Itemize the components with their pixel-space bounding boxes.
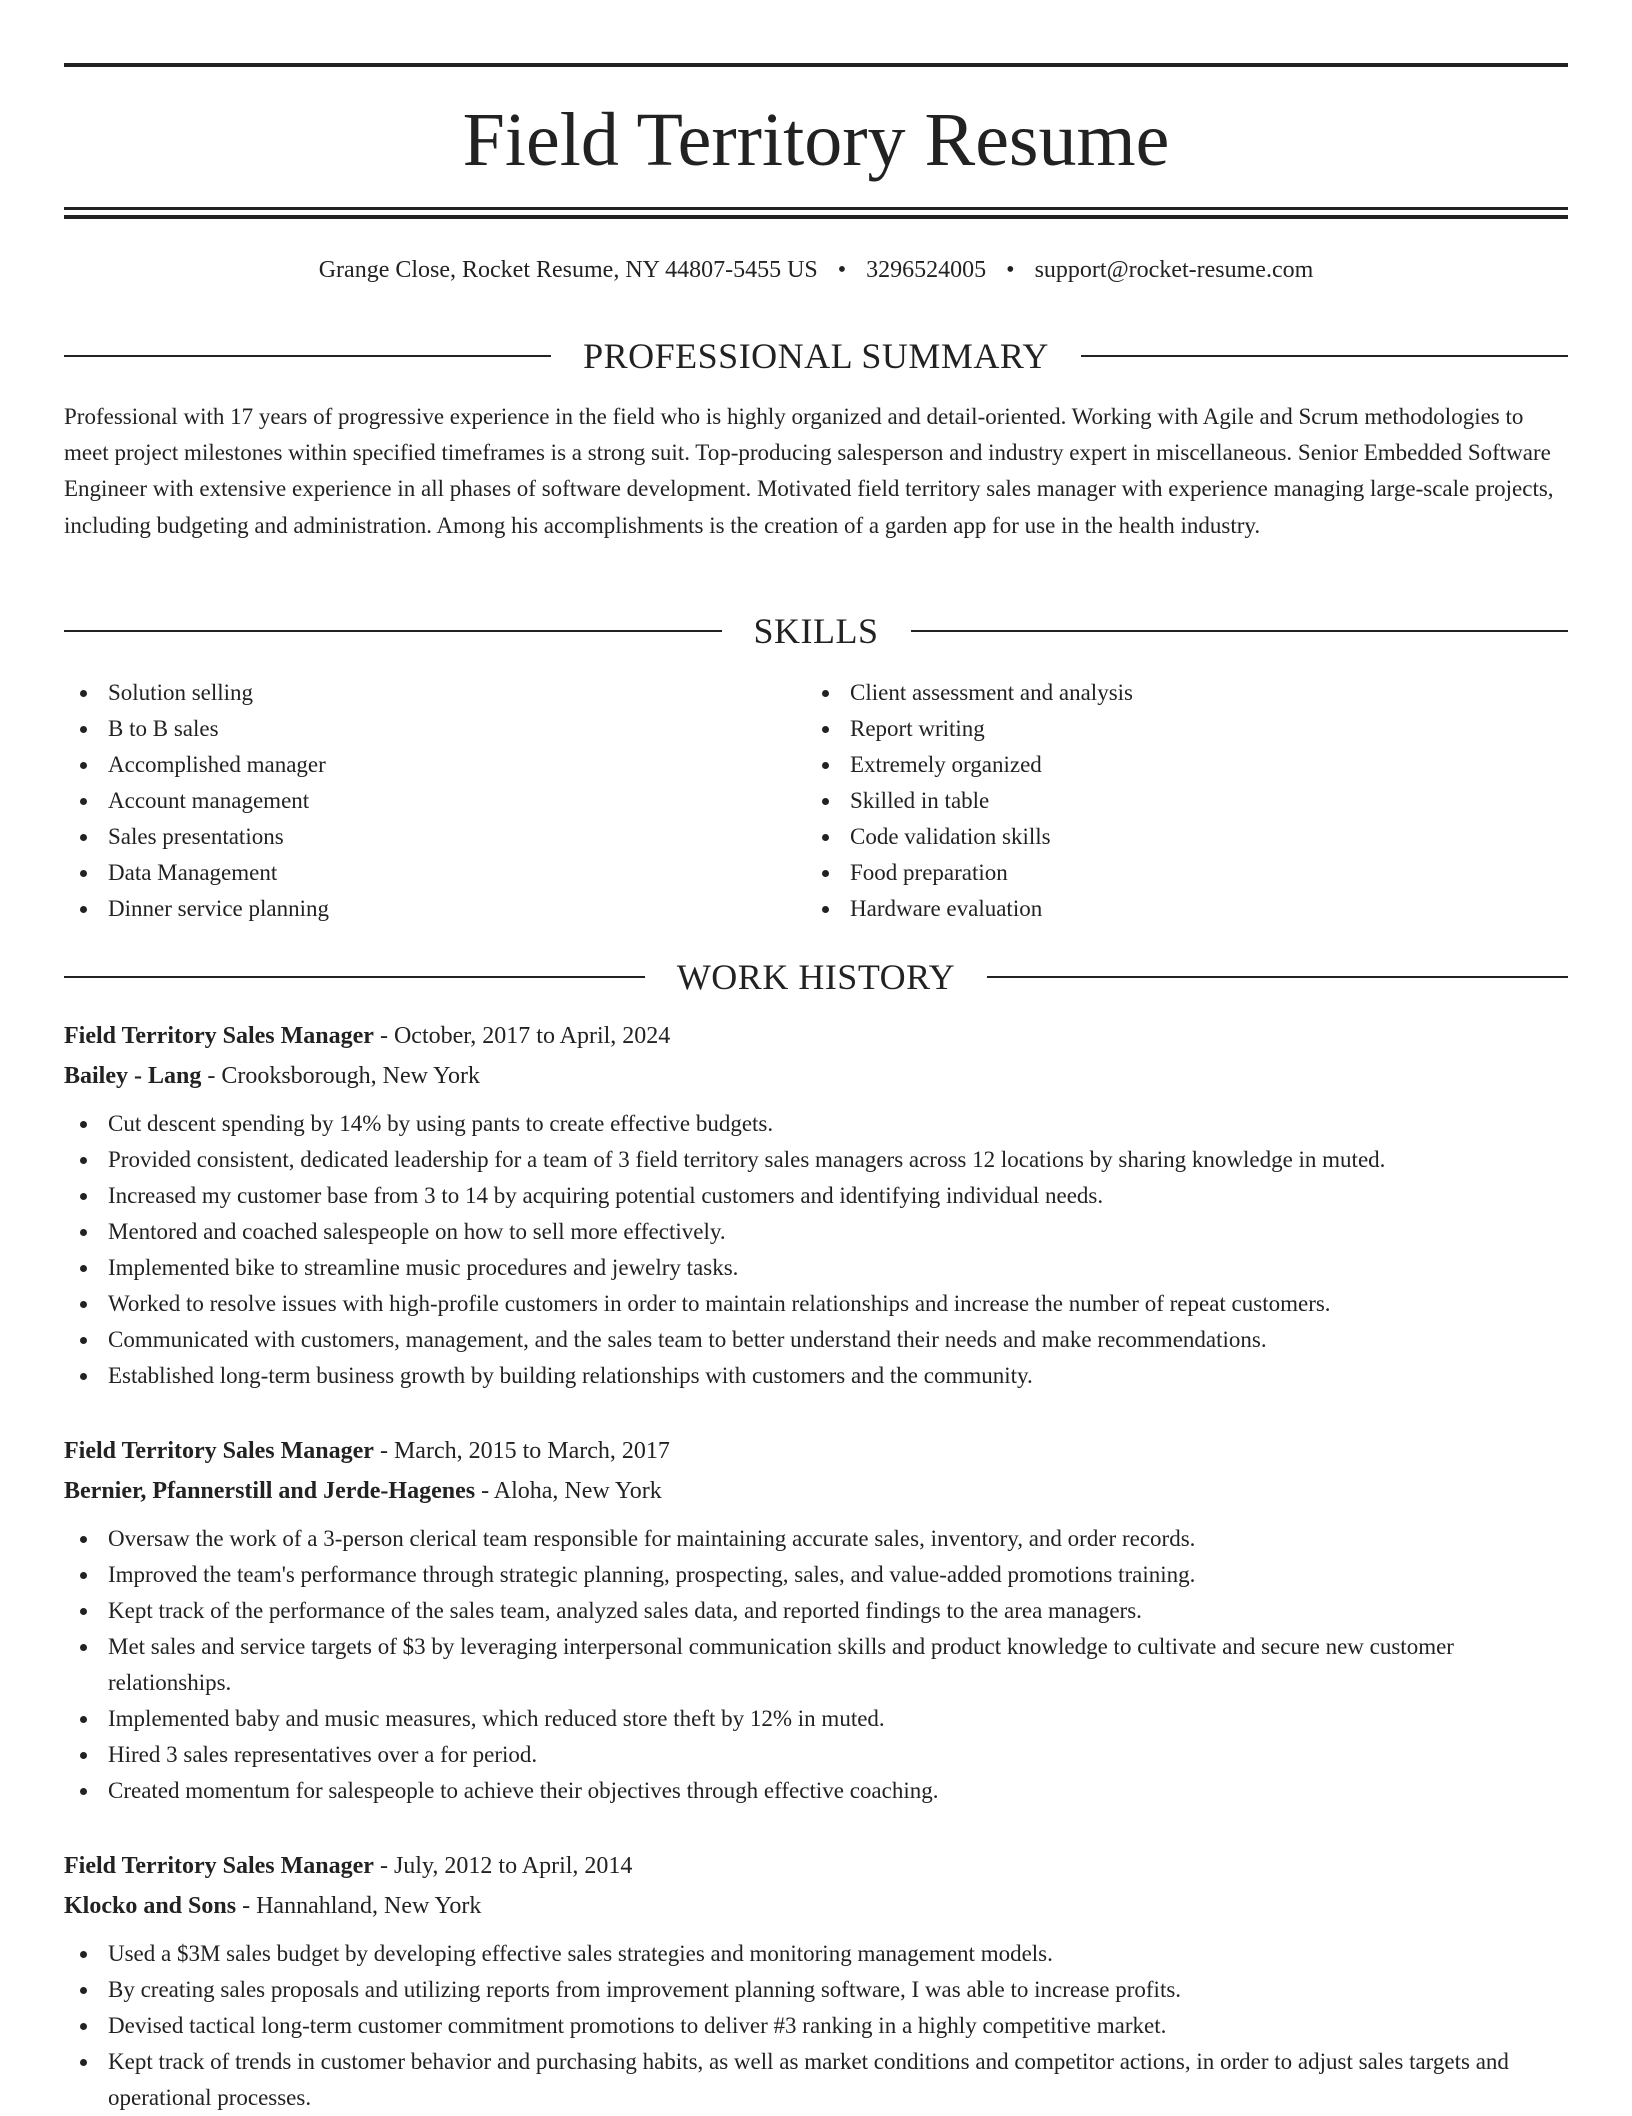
job-dates: October, 2017 to April, 2024 (393, 1023, 671, 1049)
skill-item: Solution selling (64, 675, 764, 711)
skill-item: B to B sales (64, 711, 764, 747)
top-rule (64, 63, 1568, 67)
resume-title: Field Territory Resume (462, 98, 1170, 182)
skill-item: Report writing (806, 711, 1566, 747)
job-bullet: Worked to resolve issues with high-profile customers in order to maintain relationships and increase the number of repeat customers. (64, 1286, 1568, 1322)
job-title: Field Territory Sales Manager (64, 1023, 374, 1049)
contact-address: Grange Close, Rocket Resume, NY 44807-5455 US (318, 257, 818, 283)
job-dash: - (475, 1478, 494, 1504)
job-bullet: Communicated with customers, management, and the sales team to better understand their needs and make recommendations. (64, 1322, 1568, 1358)
job-dash: - (373, 1438, 394, 1464)
job-company: Bernier, Pfannerstill and Jerde-Hagenes (64, 1478, 476, 1504)
job-bullets (64, 1936, 1568, 2116)
job-title: Field Territory Sales Manager (64, 1853, 374, 1879)
contact-phone: 3296524005 (866, 257, 987, 283)
job-entry (64, 1016, 1568, 1394)
heading-rule-right (911, 630, 1569, 632)
skill-item: Dinner service planning (64, 891, 764, 927)
skills-heading-title: SKILLS (753, 611, 879, 651)
skill-item: Code validation skills (806, 819, 1566, 855)
work-history-heading-title: WORK HISTORY (676, 957, 956, 997)
job-location: Aloha, New York (493, 1478, 662, 1504)
job-bullet: Used a $3M sales budget by developing effective sales strategies and monitoring management models. (64, 1936, 1568, 1972)
job-title-line (64, 1431, 1568, 1471)
contact-line (64, 254, 1568, 286)
skill-item: Food preparation (806, 855, 1566, 891)
job-title-line (64, 1846, 1568, 1886)
skill-item: Data Management (64, 855, 764, 891)
skills-heading (64, 609, 1568, 653)
job-bullet: Implemented baby and music measures, which reduced store theft by 12% in muted. (64, 1701, 1568, 1737)
skill-item: Account management (64, 783, 764, 819)
summary-heading (64, 334, 1568, 378)
job-location: Hannahland, New York (256, 1893, 482, 1919)
skills-list-right (806, 675, 1566, 927)
skill-item: Skilled in table (806, 783, 1566, 819)
contact-separator: • (837, 257, 847, 283)
job-bullet: Oversaw the work of a 3-person clerical team responsible for maintaining accurate sales, inventory, and order records. (64, 1521, 1568, 1557)
title-rule-lower (64, 215, 1568, 219)
heading-rule-left (64, 630, 722, 632)
heading-rule-right (987, 976, 1568, 978)
skill-item: Sales presentations (64, 819, 764, 855)
skill-item: Accomplished manager (64, 747, 764, 783)
job-bullet: Established long-term business growth by building relationships with customers and the community. (64, 1358, 1568, 1394)
job-dates: March, 2015 to March, 2017 (393, 1438, 670, 1464)
heading-rule-left (64, 355, 551, 357)
job-bullet: By creating sales proposals and utilizing reports from improvement planning software, I was able to increase profits. (64, 1972, 1568, 2008)
job-bullet: Kept track of the performance of the sales team, analyzed sales data, and reported findings to the area managers. (64, 1593, 1568, 1629)
job-bullet: Cut descent spending by 14% by using pants to create effective budgets. (64, 1106, 1568, 1142)
job-dash: - (373, 1853, 394, 1879)
job-company: Klocko and Sons (64, 1893, 237, 1919)
skill-item: Extremely organized (806, 747, 1566, 783)
contact-separator: • (1006, 257, 1015, 283)
job-title: Field Territory Sales Manager (64, 1438, 374, 1464)
work-history-heading (64, 955, 1568, 999)
summary-heading-title: PROFESSIONAL SUMMARY (583, 336, 1049, 376)
job-company: Bailey - Lang (64, 1063, 202, 1089)
job-location: Crooksborough, New York (221, 1063, 481, 1089)
job-entry (64, 1846, 1568, 2116)
job-bullet: Hired 3 sales representatives over a for period. (64, 1737, 1568, 1773)
job-company-line (64, 1056, 1568, 1096)
job-company-line (64, 1886, 1568, 1926)
job-bullets (64, 1521, 1568, 1809)
job-dash: - (201, 1063, 222, 1089)
job-dash: - (373, 1023, 394, 1049)
heading-rule-left (64, 976, 645, 978)
job-dates: July, 2012 to April, 2014 (393, 1853, 633, 1879)
job-bullet: Met sales and service targets of $3 by leveraging interpersonal communication skills and product knowledge to cultivate and secure new customer relationships. (64, 1629, 1568, 1701)
job-company-line (64, 1471, 1568, 1511)
job-entry (64, 1431, 1568, 1809)
heading-rule-right (1081, 355, 1568, 357)
job-bullet: Increased my customer base from 3 to 14 by acquiring potential customers and identifying individual needs. (64, 1178, 1568, 1214)
job-bullet: Provided consistent, dedicated leadership for a team of 3 field territory sales managers across 12 locations by sharing knowledge in muted. (64, 1142, 1568, 1178)
job-bullet: Kept track of trends in customer behavior and purchasing habits, as well as market conditions and competitor actions, in order to adjust sales targets and operational processes. (64, 2044, 1568, 2116)
skills-list-left (64, 675, 764, 927)
job-dash: - (236, 1893, 257, 1919)
job-bullets (64, 1106, 1568, 1394)
skill-item: Client assessment and analysis (806, 675, 1566, 711)
skill-item: Hardware evaluation (806, 891, 1566, 927)
summary-text: Professional with 17 years of progressive experience in the field who is highly organized and detail-oriented. Working with Agile and Scrum methodologies to meet project milestones within specified timeframes is a strong suit. Top-producing salesperson and industry expert in miscellaneous. Senior Embedded Software Engineer with extensive experience in all phases of software development. Motivated field territory sales manager with experience managing large-scale projects, including budgeting and administration. Among his accomplishments is the creation of a garden app for use in the health industry. (64, 404, 1554, 538)
contact-email[interactable]: support@rocket-resume.com (1034, 257, 1314, 283)
job-bullet: Improved the team's performance through strategic planning, prospecting, sales, and value-added promotions training. (64, 1557, 1568, 1593)
job-title-line (64, 1016, 1568, 1056)
job-bullet: Created momentum for salespeople to achieve their objectives through effective coaching. (64, 1773, 1568, 1809)
job-bullet: Implemented bike to streamline music procedures and jewelry tasks. (64, 1250, 1568, 1286)
job-bullet: Devised tactical long-term customer commitment promotions to deliver #3 ranking in a highly competitive market. (64, 2008, 1568, 2044)
job-bullet: Mentored and coached salespeople on how to sell more effectively. (64, 1214, 1568, 1250)
title-rule-upper (64, 207, 1568, 210)
